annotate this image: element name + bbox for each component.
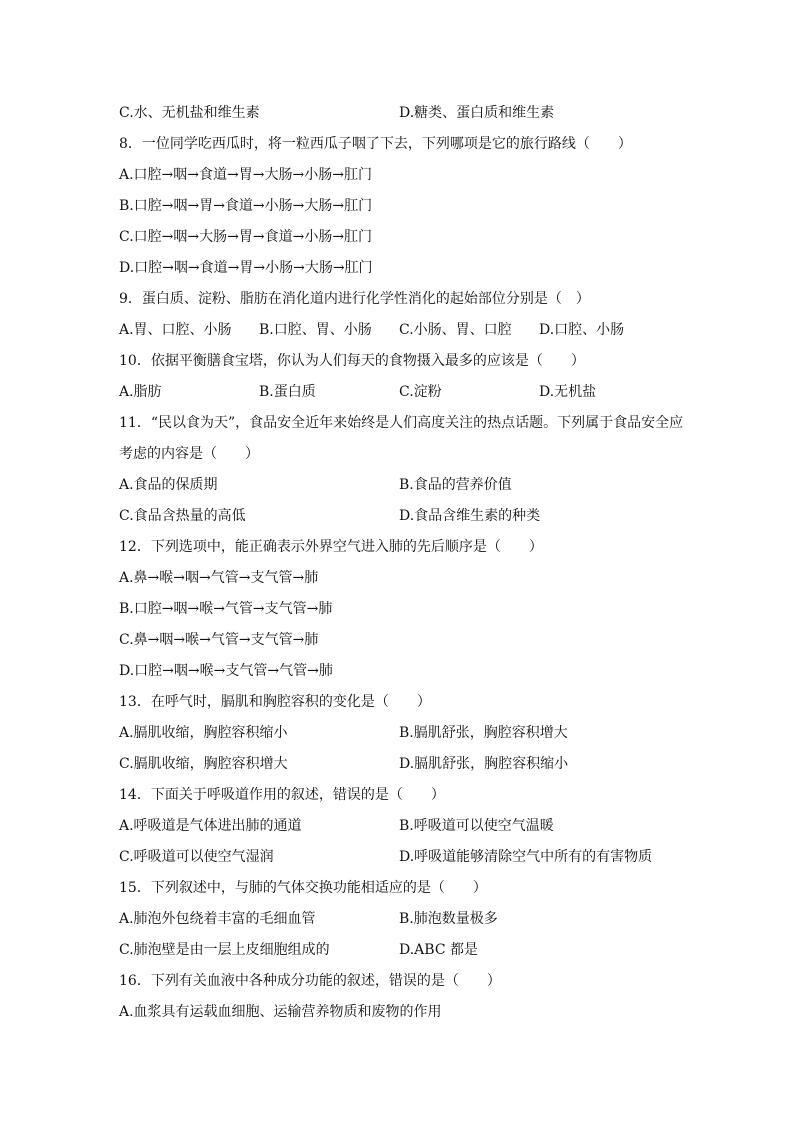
q8-option-a: A.口腔→咽→食道→胃→大肠→小肠→肛门 [119, 167, 372, 183]
q7-option-d: D.糖类、蛋白质和维生素 [399, 105, 555, 121]
q13-options-row1 [119, 722, 689, 753]
q15-stem: 15．下列叙述中，与肺的气体交换功能相适应的是（ ） [119, 880, 487, 896]
q9-option-d: D.口腔、小肠 [539, 322, 625, 338]
q15-option-c: C.肺泡壁是由一层上皮细胞组成的 [119, 942, 330, 958]
q8-option-c: C.口腔→咽→大肠→胃→食道→小肠→肛门 [119, 229, 373, 245]
q13-option-b: B.膈肌舒张，胸腔容积增大 [399, 725, 568, 741]
q8-option-b: B.口腔→咽→胃→食道→小肠→大肠→肛门 [119, 198, 373, 214]
question-list [119, 102, 689, 1032]
q12-option-b: B.口腔→咽→喉→气管→支气管→肺 [119, 601, 333, 617]
q10-stem: 10．依据平衡膳食宝塔，你认为人们每天的食物摄入最多的应该是（ ） [119, 353, 585, 369]
q10-option-d: D.无机盐 [539, 384, 597, 400]
q12-option-d: D.口腔→咽→喉→支气管→气管→肺 [119, 663, 333, 679]
q11-option-b: B.食品的营养价值 [399, 477, 512, 493]
q15-options-row1 [119, 908, 689, 939]
q14-stem: 14．下面关于呼吸道作用的叙述，错误的是（ ） [119, 787, 445, 803]
q13-option-a: A.膈肌收缩，胸腔容积缩小 [119, 725, 288, 741]
q16-option-a: A.血浆具有运载血细胞、运输营养物质和废物的作用 [119, 1004, 442, 1020]
q9-option-a: A.胃、口腔、小肠 [119, 322, 232, 338]
q13-option-d: D.膈肌舒张，胸腔容积缩小 [399, 756, 569, 772]
q9-option-b: B.口腔、胃、小肠 [259, 322, 372, 338]
q11-stem-line2: 考虑的内容是（ ） [119, 446, 259, 462]
q12-option-a: A.鼻→喉→咽→气管→支气管→肺 [119, 570, 319, 586]
q10-option-c: C.淀粉 [399, 384, 442, 400]
q11-option-c: C.食品含热量的高低 [119, 508, 246, 524]
q15-options-row2 [119, 939, 689, 970]
q10-options-row [119, 381, 689, 412]
q8-stem: 8．一位同学吃西瓜时，将一粒西瓜子咽了下去，下列哪项是它的旅行路线（ ） [119, 136, 632, 152]
q14-option-c: C.呼吸道可以使空气湿润 [119, 849, 274, 865]
q11-options-row1 [119, 474, 689, 505]
q7-option-c: C.水、无机盐和维生素 [119, 105, 260, 121]
q16-stem: 16．下列有关血液中各种成分功能的叙述，错误的是（ ） [119, 973, 501, 989]
q13-stem: 13．在呼气时，膈肌和胸腔容积的变化是（ ） [119, 694, 431, 710]
q14-option-a: A.呼吸道是气体进出肺的通道 [119, 818, 302, 834]
q11-stem-line1: 11．“民以食为天”，食品安全近年来始终是人们高度关注的热点话题。下列属于食品安全应 [119, 415, 684, 431]
q7-options-row [119, 102, 689, 133]
q11-option-a: A.食品的保质期 [119, 477, 218, 493]
q11-option-d: D.食品含维生素的种类 [399, 508, 541, 524]
q8-option-d: D.口腔→咽→食道→胃→小肠→大肠→肛门 [119, 260, 373, 276]
q15-option-d: D.ABC 都是 [399, 942, 478, 958]
q13-option-c: C.膈肌收缩，胸腔容积增大 [119, 756, 288, 772]
q11-options-row2 [119, 505, 689, 536]
q10-option-a: A.脂肪 [119, 384, 162, 400]
q14-options-row1 [119, 815, 689, 846]
q12-stem: 12．下列选项中，能正确表示外界空气进入肺的先后顺序是（ ） [119, 539, 543, 555]
q14-option-b: B.呼吸道可以使空气温暖 [399, 818, 554, 834]
q13-options-row2 [119, 753, 689, 784]
q14-option-d: D.呼吸道能够清除空气中所有的有害物质 [399, 849, 653, 865]
q10-option-b: B.蛋白质 [259, 384, 316, 400]
q15-option-b: B.肺泡数量极多 [399, 911, 498, 927]
q9-option-c: C.小肠、胃、口腔 [399, 322, 512, 338]
q14-options-row2 [119, 846, 689, 877]
q9-options-row [119, 319, 689, 350]
q15-option-a: A.肺泡外包绕着丰富的毛细血管 [119, 911, 316, 927]
q9-stem: 9．蛋白质、淀粉、脂肪在消化道内进行化学性消化的起始部位分别是（ ） [119, 291, 590, 307]
q12-option-c: C.鼻→咽→喉→气管→支气管→肺 [119, 632, 319, 648]
